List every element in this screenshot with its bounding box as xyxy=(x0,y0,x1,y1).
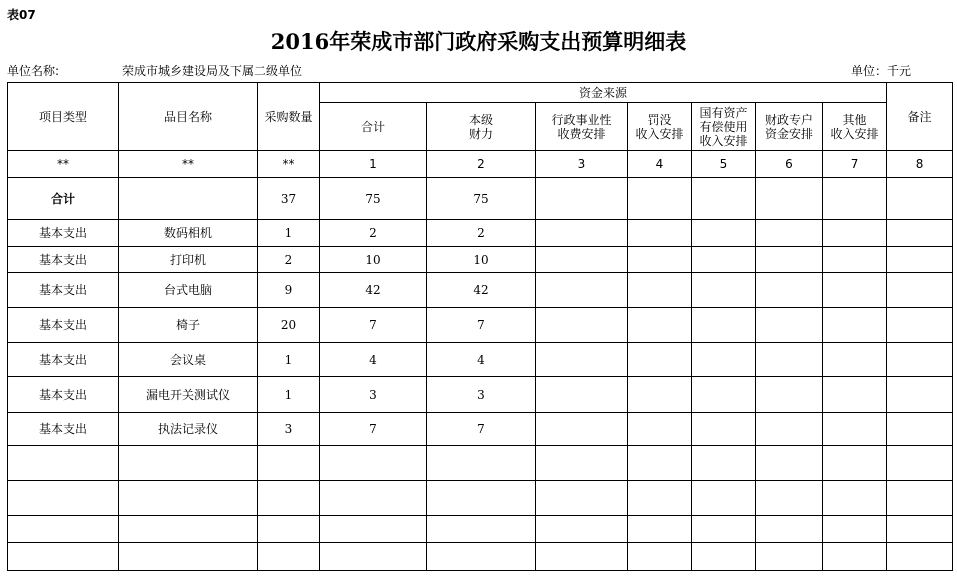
row-total: 10 xyxy=(320,247,427,273)
index-cell: ** xyxy=(258,151,320,178)
row-type: 基本支出 xyxy=(8,220,119,247)
total-row xyxy=(8,178,953,220)
header-item-name: 品目名称 xyxy=(119,83,258,151)
table-row xyxy=(8,343,953,377)
empty-cell xyxy=(756,247,823,273)
total-amount: 75 xyxy=(320,178,427,220)
currency-unit-label: 单位：千元 xyxy=(851,64,912,78)
row-type: 基本支出 xyxy=(8,308,119,343)
total-label: 合计 xyxy=(8,178,119,220)
empty-cell xyxy=(887,343,953,377)
row-local-fiscal: 2 xyxy=(427,220,536,247)
empty-cell xyxy=(887,308,953,343)
row-local-fiscal: 42 xyxy=(427,273,536,308)
table-row xyxy=(8,220,953,247)
empty-cell xyxy=(692,220,756,247)
empty-cell xyxy=(692,273,756,308)
header-special-funds: 财政专户 资金安排 xyxy=(756,103,823,151)
row-item-name: 椅子 xyxy=(119,308,258,343)
empty-cell xyxy=(536,413,628,446)
empty-cell xyxy=(823,273,887,308)
empty-cell xyxy=(536,308,628,343)
row-quantity: 9 xyxy=(258,273,320,308)
header-item-type: 项目类型 xyxy=(8,83,119,151)
empty-cell xyxy=(756,273,823,308)
row-item-name: 数码相机 xyxy=(119,220,258,247)
empty-cell xyxy=(692,377,756,413)
row-local-fiscal: 7 xyxy=(427,413,536,446)
index-cell: ** xyxy=(119,151,258,178)
row-type: 基本支出 xyxy=(8,413,119,446)
unit-name-value: 荣成市城乡建设局及下属二级单位 xyxy=(122,64,303,78)
empty-cell xyxy=(823,247,887,273)
unit-name-label: 单位名称: xyxy=(7,64,60,78)
row-total: 3 xyxy=(320,377,427,413)
index-cell: 2 xyxy=(427,151,536,178)
empty-row xyxy=(8,481,953,516)
empty-cell xyxy=(536,273,628,308)
index-cell: 7 xyxy=(823,151,887,178)
row-type: 基本支出 xyxy=(8,247,119,273)
empty-cell xyxy=(887,413,953,446)
empty-cell xyxy=(756,413,823,446)
item-rows xyxy=(8,220,953,446)
header-funding-source: 资金来源 xyxy=(320,83,887,103)
row-total: 4 xyxy=(320,343,427,377)
empty-cell xyxy=(628,308,692,343)
empty-row xyxy=(8,516,953,543)
index-cell: 5 xyxy=(692,151,756,178)
empty-cell xyxy=(628,413,692,446)
empty-cell xyxy=(628,377,692,413)
row-local-fiscal: 7 xyxy=(427,308,536,343)
empty-cell xyxy=(628,343,692,377)
empty-cell xyxy=(756,308,823,343)
header-admin-fees: 行政事业性 收费安排 xyxy=(536,103,628,151)
row-type: 基本支出 xyxy=(8,377,119,413)
header-local-fiscal: 本级 财力 xyxy=(427,103,536,151)
row-quantity: 1 xyxy=(258,377,320,413)
header-remarks: 备注 xyxy=(887,83,953,151)
row-item-name: 执法记录仪 xyxy=(119,413,258,446)
total-quantity: 37 xyxy=(258,178,320,220)
empty-cell xyxy=(823,377,887,413)
empty-cell xyxy=(536,247,628,273)
row-total: 7 xyxy=(320,308,427,343)
row-local-fiscal: 10 xyxy=(427,247,536,273)
index-row xyxy=(8,151,953,178)
empty-cell xyxy=(823,413,887,446)
empty-cell xyxy=(756,377,823,413)
row-quantity: 1 xyxy=(258,343,320,377)
table-number: 表07 xyxy=(7,8,36,22)
empty-cell xyxy=(823,220,887,247)
empty-cell xyxy=(887,220,953,247)
row-item-name: 台式电脑 xyxy=(119,273,258,308)
row-item-name: 会议桌 xyxy=(119,343,258,377)
empty-cell xyxy=(692,343,756,377)
table-row xyxy=(8,377,953,413)
empty-row xyxy=(8,543,953,571)
empty-cell xyxy=(887,247,953,273)
empty-cell xyxy=(887,377,953,413)
row-total: 2 xyxy=(320,220,427,247)
header-other-income: 其他 收入安排 xyxy=(823,103,887,151)
empty-cell xyxy=(536,343,628,377)
row-total: 7 xyxy=(320,413,427,446)
page-title: 2016年荣成市部门政府采购支出预算明细表 xyxy=(270,29,687,54)
header-total: 合计 xyxy=(320,103,427,151)
index-cell: 8 xyxy=(887,151,953,178)
empty-row xyxy=(8,446,953,481)
table-row xyxy=(8,273,953,308)
empty-cell xyxy=(756,220,823,247)
empty-cell xyxy=(823,308,887,343)
row-item-name: 漏电开关测试仪 xyxy=(119,377,258,413)
header-state-assets: 国有资产 有偿使用 收入安排 xyxy=(692,103,756,151)
budget-detail-table xyxy=(7,82,953,571)
table-row xyxy=(8,308,953,343)
header-fines: 罚没 收入安排 xyxy=(628,103,692,151)
row-total: 42 xyxy=(320,273,427,308)
index-cell: ** xyxy=(8,151,119,178)
empty-cell xyxy=(692,413,756,446)
row-local-fiscal: 3 xyxy=(427,377,536,413)
row-quantity: 3 xyxy=(258,413,320,446)
empty-cell xyxy=(887,273,953,308)
index-cell: 3 xyxy=(536,151,628,178)
row-type: 基本支出 xyxy=(8,273,119,308)
row-local-fiscal: 4 xyxy=(427,343,536,377)
empty-cell xyxy=(536,220,628,247)
index-cell: 1 xyxy=(320,151,427,178)
row-type: 基本支出 xyxy=(8,343,119,377)
empty-cell xyxy=(628,247,692,273)
index-cell: 4 xyxy=(628,151,692,178)
empty-cell xyxy=(692,308,756,343)
row-quantity: 2 xyxy=(258,247,320,273)
empty-cell xyxy=(628,273,692,308)
empty-cell xyxy=(628,220,692,247)
row-quantity: 20 xyxy=(258,308,320,343)
empty-cell xyxy=(756,343,823,377)
row-quantity: 1 xyxy=(258,220,320,247)
row-item-name: 打印机 xyxy=(119,247,258,273)
table-row xyxy=(8,413,953,446)
total-local-fiscal: 75 xyxy=(427,178,536,220)
empty-cell xyxy=(692,247,756,273)
table-row xyxy=(8,247,953,273)
header-quantity: 采购数量 xyxy=(258,83,320,151)
total-name xyxy=(119,178,258,220)
empty-cell xyxy=(536,377,628,413)
empty-cell xyxy=(823,343,887,377)
index-cell: 6 xyxy=(756,151,823,178)
